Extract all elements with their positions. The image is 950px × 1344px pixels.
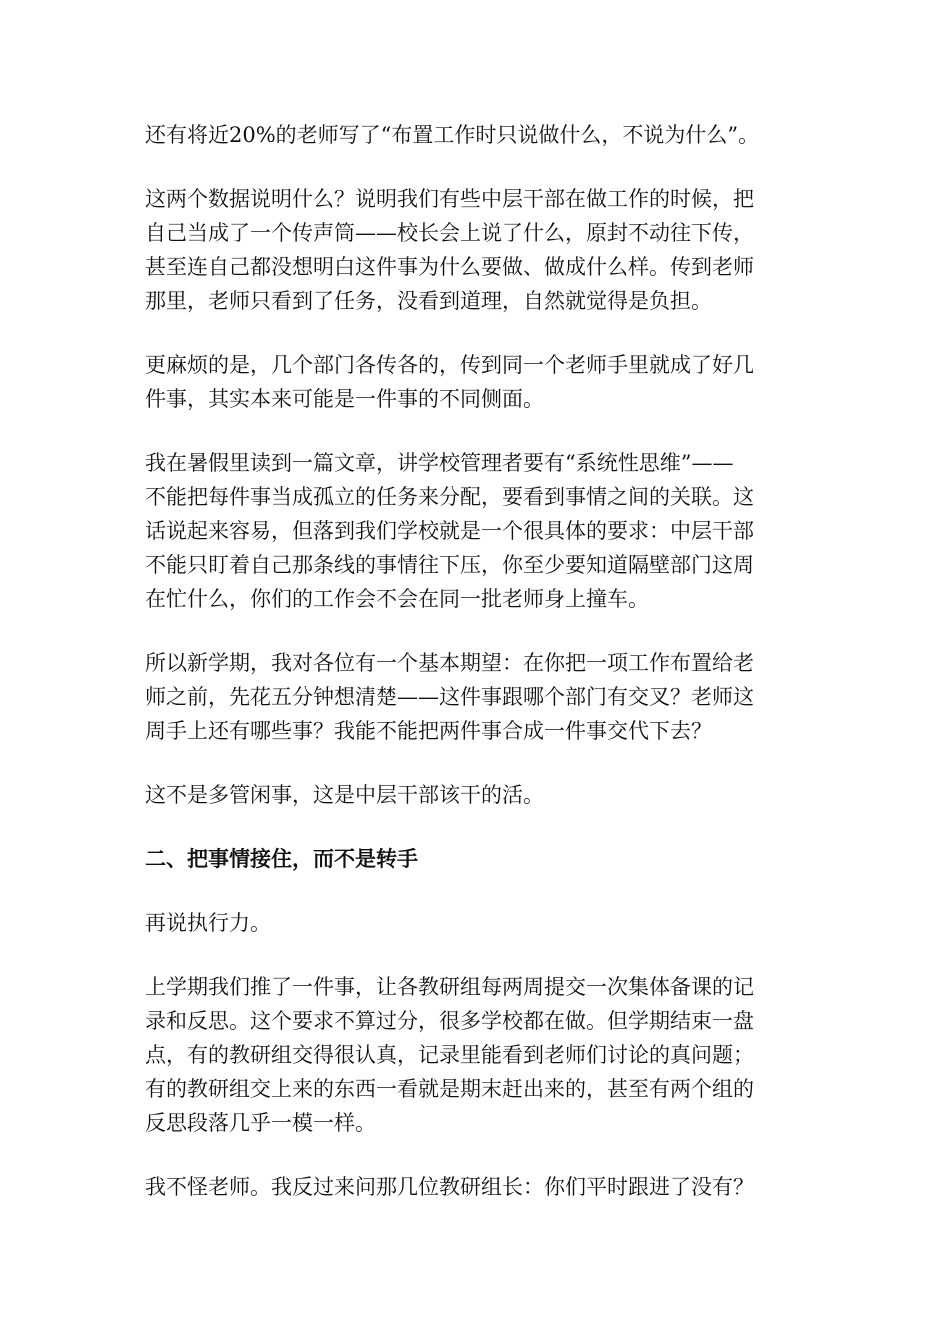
text-line: 话说起来容易，但落到我们学校就是一个很具体的要求：中层干部 xyxy=(145,519,754,543)
paragraph xyxy=(145,778,805,812)
paragraph xyxy=(145,646,805,748)
text-line: 点，有的教研组交得很认真，记录里能看到老师们讨论的真问题； xyxy=(145,1043,754,1067)
text-line: 我在暑假里读到一篇文章，讲学校管理者要有“系统性思维”—— xyxy=(145,451,734,475)
text-line: 不能只盯着自己那条线的事情往下压，你至少要知道隔壁部门这周 xyxy=(145,553,754,577)
text-line: 再说执行力。 xyxy=(145,911,271,935)
text-line: 上学期我们推了一件事，让各教研组每两周提交一次集体备课的记 xyxy=(145,975,754,999)
text-line: 那里，老师只看到了任务，没看到道理，自然就觉得是负担。 xyxy=(145,289,712,313)
paragraph xyxy=(145,1170,805,1204)
text-line: 不能把每件事当成孤立的任务来分配，要看到事情之间的关联。这 xyxy=(145,485,754,509)
paragraph xyxy=(145,446,805,616)
paragraph xyxy=(145,182,805,318)
text-line: 我不怪老师。我反过来问那几位教研组长：你们平时跟进了没有？ xyxy=(145,1175,754,1199)
text-line: 还有将近20%的老师写了“布置工作时只说做什么，不说为什么”。 xyxy=(145,123,760,147)
text-line: 周手上还有哪些事？我能不能把两件事合成一件事交代下去？ xyxy=(145,719,712,743)
text-line: 师之前，先花五分钟想清楚——这件事跟哪个部门有交叉？老师这 xyxy=(145,685,754,709)
paragraph xyxy=(145,118,805,152)
text-line: 件事，其实本来可能是一件事的不同侧面。 xyxy=(145,387,544,411)
paragraph xyxy=(145,970,805,1140)
text-line: 反思段落几乎一模一样。 xyxy=(145,1111,376,1135)
text-line: 在忙什么，你们的工作会不会在同一批老师身上撞车。 xyxy=(145,587,649,611)
text-line: 所以新学期，我对各位有一个基本期望：在你把一项工作布置给老 xyxy=(145,651,754,675)
text-line: 这两个数据说明什么？说明我们有些中层干部在做工作的时候，把 xyxy=(145,187,754,211)
text-line: 这不是多管闲事，这是中层干部该干的活。 xyxy=(145,783,544,807)
text-line: 有的教研组交上来的东西一看就是期末赶出来的，甚至有两个组的 xyxy=(145,1077,754,1101)
text-line: 录和反思。这个要求不算过分，很多学校都在做。但学期结束一盘 xyxy=(145,1009,754,1033)
text-line: 更麻烦的是，几个部门各传各的，传到同一个老师手里就成了好几 xyxy=(145,353,754,377)
paragraph xyxy=(145,906,805,940)
paragraph xyxy=(145,348,805,416)
section-heading: 二、把事情接住，而不是转手 xyxy=(145,847,418,871)
document-body xyxy=(145,118,805,1234)
text-line: 自己当成了一个传声筒——校长会上说了什么，原封不动往下传， xyxy=(145,221,754,245)
text-line: 甚至连自己都没想明白这件事为什么要做、做成什么样。传到老师 xyxy=(145,255,754,279)
